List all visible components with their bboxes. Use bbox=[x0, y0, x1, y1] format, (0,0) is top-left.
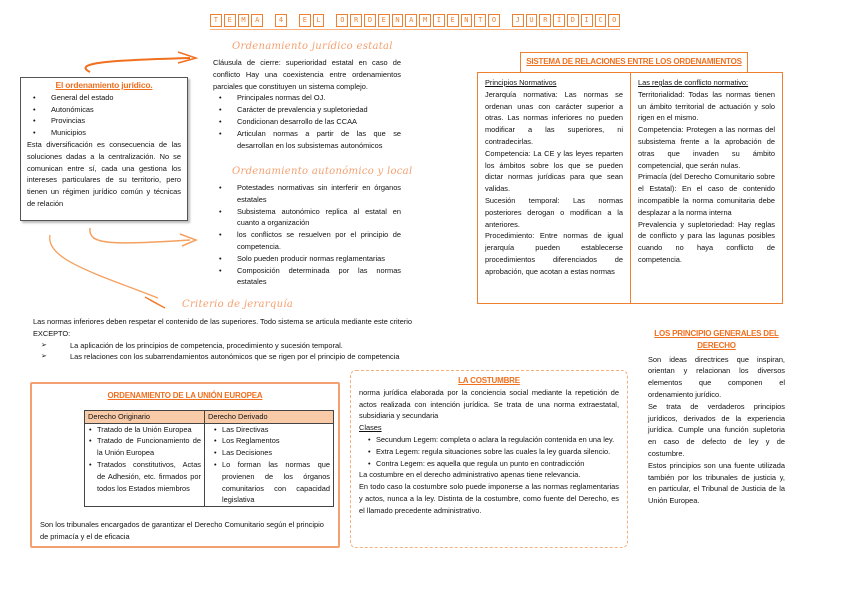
title-letter: O bbox=[336, 14, 348, 27]
jerarquia-text: Las normas inferiores deben respetar el contenido de las superiores. Todo sistema se articula mediante este criterio EXCEPTO: bbox=[33, 317, 413, 338]
paragraph: Estos principios son una fuente utilizada también por los tribunales de justicia y, en particular, el Tribunal de Justicia de la Unión Europea. bbox=[648, 460, 785, 506]
title-letter: E bbox=[299, 14, 311, 27]
ue-box bbox=[30, 382, 340, 548]
title-letter: C bbox=[595, 14, 607, 27]
list-item: • Solo pueden producir normas reglamentarias bbox=[213, 253, 401, 265]
title-letter: D bbox=[567, 14, 579, 27]
oj-text: Esta diversificación es consecuencia de las soluciones dadas a la centralización. No se comunican entre sí, cada una gestiona los intereses particulares de su territorio, pero tienen un régimen jurídico común y técnicas de relación bbox=[27, 139, 181, 208]
list-item: • Condicionan desarrollo de las CCAA bbox=[213, 116, 401, 128]
left-heading: Principios Normativos bbox=[485, 78, 557, 87]
ue-table bbox=[84, 410, 334, 507]
title-letter: Í bbox=[553, 14, 565, 27]
paragraph: Son ideas directrices que inspiran, orientan y relacionan los diversos elementos que componen el ordenamiento jurídico. bbox=[648, 354, 785, 399]
reglas-conflicto bbox=[631, 73, 782, 303]
paragraph: La costumbre en el derecho administrativo apenas tiene relevancia. bbox=[359, 470, 581, 480]
list-item: • Provincias bbox=[27, 115, 181, 127]
list-item: ➢ La aplicación de los principios de competencia, procedimiento y sucesión temporal. bbox=[33, 340, 443, 352]
paragraph: Prevalencia y supletoriedad: Hay reglas de conflicto y para las lagunas posibles cuando no haya conflicto de competencia. bbox=[638, 219, 775, 264]
sistema-heading: SISTEMA DE RELACIONES ENTRE LOS ORDENAMIENTOS bbox=[520, 52, 748, 72]
title-letter: A bbox=[405, 14, 417, 27]
list-item: • Las Directivas bbox=[208, 424, 330, 436]
col-header: Derecho Originario bbox=[85, 410, 205, 423]
title-letter: 4 bbox=[275, 14, 287, 27]
title-letter: R bbox=[539, 14, 551, 27]
list-item: • Principales normas del OJ. bbox=[213, 92, 401, 104]
jerarquia-heading: Criterio de jerarquía bbox=[182, 299, 294, 310]
estatal-heading: Ordenamiento jurídico estatal bbox=[232, 41, 393, 52]
title-letter: O bbox=[608, 14, 620, 27]
list-item: • Lo forman las normas que provienen de los órganos comunitarios con capacidad legislativa bbox=[208, 459, 330, 506]
title-letter: O bbox=[488, 14, 500, 27]
principios-normativos bbox=[478, 73, 631, 303]
title-letter: M bbox=[419, 14, 431, 27]
jerarquia-section bbox=[33, 316, 443, 363]
list-item: • Carácter de prevalencia y supletoriedad bbox=[213, 104, 401, 116]
arrow-to-jerarquia bbox=[50, 235, 158, 298]
title-letter: E bbox=[378, 14, 390, 27]
title-letter: D bbox=[364, 14, 376, 27]
arrow-to-estatal bbox=[86, 58, 190, 72]
costumbre-heading: LA COSTUMBRE bbox=[458, 376, 520, 385]
estatal-section bbox=[213, 57, 401, 151]
list-item: • Subsistema autonómico replica al estatal en cuanto a organización bbox=[213, 206, 401, 230]
list-item: • Tratados constitutivos, Actas de Adhesión, etc. firmados por todos los Estados miembros bbox=[88, 459, 201, 494]
col-header: Derecho Derivado bbox=[205, 410, 334, 423]
ordenamiento-juridico-box bbox=[20, 77, 188, 221]
list-item: ➢ Las relaciones con los subarrendamientos autonómicos que se rigen por el principio de competencia bbox=[33, 351, 443, 363]
title-letter: T bbox=[474, 14, 486, 27]
list-item: • Secundum Legem: completa o aclara la regulación contenida en una ley. bbox=[367, 434, 619, 446]
title-letter: M bbox=[238, 14, 250, 27]
title-letter: E bbox=[447, 14, 459, 27]
principios-section bbox=[648, 328, 785, 507]
title-letter: I bbox=[433, 14, 445, 27]
autonomico-heading: Ordenamiento autonómico y local bbox=[232, 166, 413, 177]
autonomico-list bbox=[213, 182, 401, 288]
list-item: • Municipios bbox=[27, 127, 181, 139]
ue-heading: ORDENAMIENTO DE LA UNIÓN EUROPEA bbox=[107, 391, 263, 400]
list-item: • Contra Legem: es aquella que regula un punto en contradicción bbox=[367, 458, 619, 470]
title-letter: L bbox=[313, 14, 325, 27]
arrow-to-autonomico bbox=[90, 228, 190, 243]
title-letter: R bbox=[350, 14, 362, 27]
paragraph: Primacía (del Derecho Comunitario sobre el Estatal): En el caso de contenido incompatible la norma comunitaria debe desplazar a la norma interna bbox=[638, 172, 775, 217]
title-letter: I bbox=[581, 14, 593, 27]
title-letter: E bbox=[224, 14, 236, 27]
right-heading: Las reglas de conflicto normativo: bbox=[638, 78, 749, 87]
list-item: • Tratado de Funcionamiento de la Unión Europea bbox=[88, 435, 201, 459]
list-item: • Autonómicas bbox=[27, 104, 181, 116]
title-letter: N bbox=[392, 14, 404, 27]
list-item: • Los Reglamentos bbox=[208, 435, 330, 447]
paragraph: Sucesión temporal: Las normas posteriores derogan o modifican a la anteriores. bbox=[485, 195, 623, 229]
list-item: • Las Decisiones bbox=[208, 447, 330, 459]
clases-label: Clases bbox=[359, 423, 382, 433]
paragraph: Competencia: La CE y las leyes reparten los ámbitos sobre los que se pueden dictar normas jurídicas para que sean validas. bbox=[485, 148, 623, 194]
costumbre-box bbox=[350, 370, 628, 548]
list-item: • General del estado bbox=[27, 92, 181, 104]
estatal-text: Cláusula de cierre: superioridad estatal en caso de conflicto Hay una coexistencia entre ordenamientos parciales que constituyen un sistema complejo. bbox=[213, 58, 401, 91]
oj-heading: El ordenamiento jurídico. bbox=[55, 80, 153, 90]
paragraph: Se trata de verdaderos principios jurídicos, derivados de la experiencia jurídica. Cumple una función supletoria en caso de defecto de ley y de costumbre. bbox=[648, 401, 785, 458]
list-item: • Articulan normas a partir de las que se desarrollan en los subsistemas autonómicos bbox=[213, 128, 401, 152]
list-item: • Potestades normativas sin interferir en órganos estatales bbox=[213, 182, 401, 206]
paragraph: En todo caso la costumbre solo puede imponerse a las normas reglamentarias y actos, nunca a la ley. Distinta de la costumbre, como fuente del Derecho, es el llamado precedente administrativo. bbox=[359, 482, 619, 515]
paragraph: Competencia: Protegen a las normas del subsistema frente a la aprobación de otras que invaden su ámbito competencial, que serán nulas. bbox=[638, 125, 775, 170]
paragraph: Jerarquía normativa: Las normas se ordenan unas con carácter superior a otras. Las normas inferiores no pueden modificar a las superiores, ni contradecirlas. bbox=[485, 89, 623, 146]
list-item: • Tratado de la Unión Europea bbox=[88, 424, 201, 436]
ue-text: Son los tribunales encargados de garantizar el Derecho Comunitario según el principio de primacía y el de eficacia bbox=[40, 520, 324, 541]
sistema-box bbox=[477, 72, 783, 304]
paragraph: Territorialidad: Todas las normas tienen un ámbito territorial de actuación y solo rigen en el mismo. bbox=[638, 89, 775, 123]
title-letter: A bbox=[251, 14, 263, 27]
paragraph: Procedimiento: Entre normas de igual jerarquía pueden establecerse procedimientos diferenciados de aprobación, que acotan a estas normas bbox=[485, 231, 623, 276]
arrowhead-jerarquia bbox=[145, 297, 165, 308]
title-letter: U bbox=[526, 14, 538, 27]
costumbre-text: norma jurídica elaborada por la conciencia social mediante la repetición de actos realizada con intención jurídica. Se trata de una norma extraestatal, subsidiaria y secundaria bbox=[359, 387, 619, 421]
title-letter: J bbox=[512, 14, 524, 27]
list-item: • Composición determinada por las normas estatales bbox=[213, 265, 401, 289]
principios-heading: LOS PRINCIPIO GENERALES DEL DERECHO bbox=[654, 329, 779, 350]
title-letter: T bbox=[210, 14, 222, 27]
list-item: • los conflictos se resuelven por el principio de competencia. bbox=[213, 229, 401, 253]
list-item: • Extra Legem: regula situaciones sobre las cuales la ley guarda silencio. bbox=[367, 446, 619, 458]
title-letter: N bbox=[461, 14, 473, 27]
